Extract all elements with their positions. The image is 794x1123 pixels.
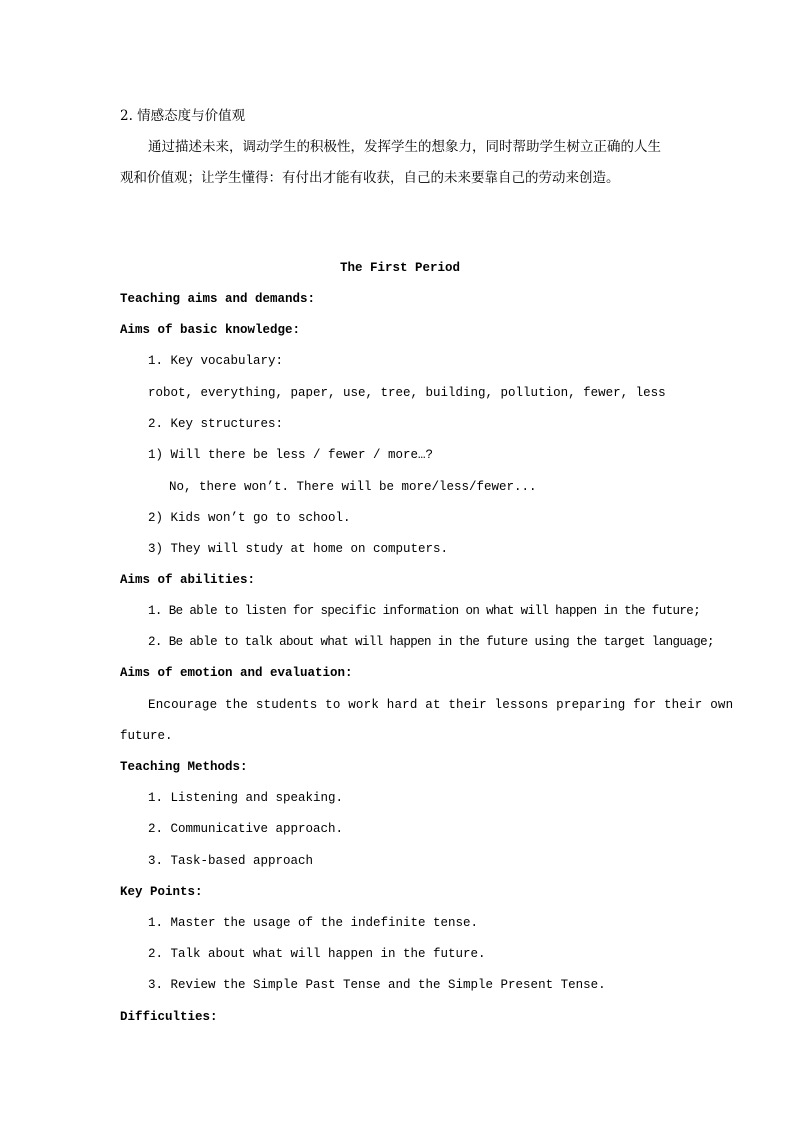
abilities-heading: Aims of abilities: xyxy=(120,573,256,587)
paragraph-line: 通过描述未来，调动学生的积极性，发挥学生的想象力，同时帮助学生树立正确的人生 xyxy=(148,139,661,155)
key-point-item: 3. Review the Simple Past Tense and the Simple Present Tense. xyxy=(148,978,606,992)
method-item: 3. Task-based approach xyxy=(148,854,314,868)
teaching-aims-heading: Teaching aims and demands: xyxy=(120,292,316,306)
ability-item: 2. Be able to talk about what will happen in the future using the target language; xyxy=(148,635,714,649)
period-title: The First Period xyxy=(340,261,461,275)
structure-item: No, there won’t. There will be more/less/fewer... xyxy=(169,480,537,494)
method-item: 1. Listening and speaking. xyxy=(148,791,344,805)
key-point-item: 1. Master the usage of the indefinite tense. xyxy=(148,916,479,930)
structures-label: 2. Key structures: xyxy=(148,417,284,431)
emotion-line: Encourage the students to work hard at their lessons preparing for their own xyxy=(148,698,734,712)
structure-item: 3) They will study at home on computers. xyxy=(148,542,449,556)
vocab-list: robot, everything, paper, use, tree, building, pollution, fewer, less xyxy=(148,386,666,400)
emotion-line: future. xyxy=(120,729,173,743)
methods-heading: Teaching Methods: xyxy=(120,760,248,774)
section-heading: 2. 情感态度与价值观 xyxy=(120,108,246,124)
ability-item: 1. Be able to listen for specific information on what will happen in the future; xyxy=(148,604,701,618)
emotion-heading: Aims of emotion and evaluation: xyxy=(120,666,353,680)
paragraph-line: 观和价值观；让学生懂得：有付出才能有收获，自己的未来要靠自己的劳动来创造。 xyxy=(120,170,620,186)
structure-item: 1) Will there be less / fewer / more…? xyxy=(148,448,434,462)
key-point-item: 2. Talk about what will happen in the future. xyxy=(148,947,486,961)
structure-item: 2) Kids won’t go to school. xyxy=(148,511,351,525)
method-item: 2. Communicative approach. xyxy=(148,822,344,836)
key-points-heading: Key Points: xyxy=(120,885,203,899)
basic-knowledge-heading: Aims of basic knowledge: xyxy=(120,323,301,337)
difficulties-heading: Difficulties: xyxy=(120,1010,218,1024)
vocab-label: 1. Key vocabulary: xyxy=(148,354,284,368)
